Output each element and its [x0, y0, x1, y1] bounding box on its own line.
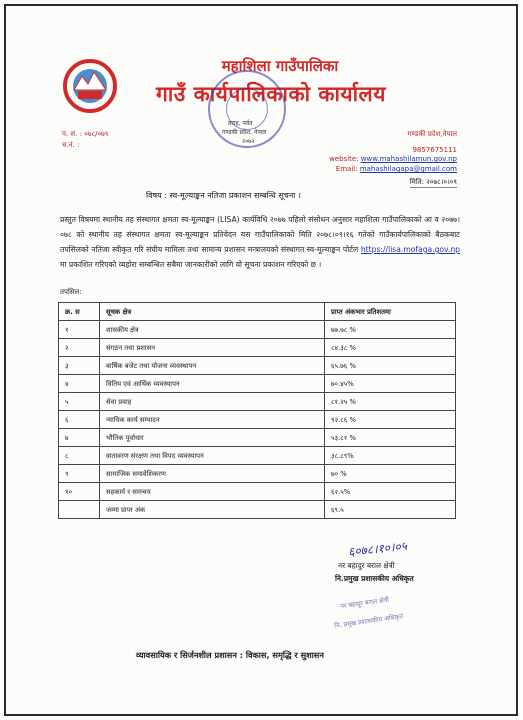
score-cell: ५३.८१ %	[325, 429, 456, 447]
header-serial: क्र. स	[59, 303, 100, 321]
score-cell: ७७.७८ %	[325, 321, 456, 339]
subject-text: : स्व-मूल्याङ्कन नतिजा प्रकाशन सम्बन्धि सूचना ।	[164, 191, 301, 200]
total-serial-cell	[59, 501, 100, 519]
address-line-2: गण्डकी प्रदेश, नेपाल	[222, 129, 267, 136]
serial-cell: ३	[59, 357, 100, 375]
total-label-cell: जम्मा प्राप्त अंक	[100, 501, 325, 519]
government-emblem-icon	[62, 58, 118, 114]
table-row	[59, 483, 456, 501]
table-row	[59, 321, 456, 339]
website-link[interactable]: www.mahashilamun.gov.np	[360, 155, 457, 163]
province: गण्डकी प्रदेश,नेपाल	[407, 130, 457, 138]
website-label: website:	[329, 155, 359, 163]
indicator-cell: संगठन तथा प्रशासन	[100, 339, 325, 357]
office-name: गाउँ कार्यपालिकाको कार्यालय	[156, 82, 386, 106]
stamp-name: नर बहादुर बराल क्षेत्री	[339, 595, 390, 611]
table-row	[59, 411, 456, 429]
signatory-title: नि.प्रमुख प्रशासकीय अधिकृत	[335, 574, 414, 583]
indicator-cell: सामाजिक समावेशिकरण	[100, 465, 325, 483]
indicator-cell: शासकीय क्षेत्र	[100, 321, 325, 339]
serial-cell: ७	[59, 429, 100, 447]
header-indicator: सूचक क्षेत्र	[100, 303, 325, 321]
score-cell: ६२.५%	[325, 483, 456, 501]
score-cell: ६५.७६ %	[325, 357, 456, 375]
footer-slogan: व्यावसायिक र सिर्जनशील प्रशासन : विकास, समृद्धि र सुशासन	[136, 650, 324, 660]
indicator-cell: न्यायिक कार्य सम्पादन	[100, 411, 325, 429]
score-cell: ९२.८६ %	[325, 411, 456, 429]
signature-scribble: ६०७८।१०।०५	[347, 538, 408, 560]
subject-label: विषय	[146, 191, 162, 200]
letter-date: मिति: २०७८।०।०९	[409, 178, 457, 186]
results-table	[58, 302, 456, 519]
indicator-cell: भौतिक पूर्वाधार	[100, 429, 325, 447]
serial-cell: ५	[59, 393, 100, 411]
table-row	[59, 465, 456, 483]
serial-cell: १०	[59, 483, 100, 501]
address-line-1: वराह, पर्वत	[228, 120, 253, 127]
indicator-cell: बार्षिक बजेट तथा योजना व्यवस्थापन	[100, 357, 325, 375]
score-cell: ७०.४५%	[325, 375, 456, 393]
website-row	[329, 155, 457, 163]
header-score: प्राप्त अंकभार प्रतिशतमा	[325, 303, 456, 321]
signatory-name: नर बहादुर बराल क्षेत्री	[338, 561, 395, 570]
subject-line	[146, 190, 301, 201]
score-cell: ३८.८९%	[325, 447, 456, 465]
address-line-3: २०७२	[242, 138, 255, 145]
stamp-title: नि. प्रमुख प्रशासकीय अधिकृत	[333, 612, 404, 630]
table-header-row	[59, 303, 456, 321]
table-row	[59, 429, 456, 447]
score-cell: ८१.२५ %	[325, 393, 456, 411]
email-label: Email:	[335, 165, 358, 173]
table-row	[59, 375, 456, 393]
indicator-cell: सेवा प्रवाह	[100, 393, 325, 411]
table-row	[59, 447, 456, 465]
indicator-cell: वातावरण संरक्षण तथा विपद व्यवस्थापन	[100, 447, 325, 465]
serial-cell: २	[59, 339, 100, 357]
total-row	[59, 501, 456, 519]
serial-cell: ८	[59, 447, 100, 465]
table-row	[59, 393, 456, 411]
serial-cell: ४	[59, 375, 100, 393]
total-value-cell: ६९.५	[325, 501, 456, 519]
phone: 9857675111	[412, 146, 457, 154]
serial-cell: ६	[59, 411, 100, 429]
serial-cell: ९	[59, 465, 100, 483]
body-paragraph	[60, 212, 460, 272]
paragraph-end-text: मा प्रकाशित गरिएको व्यहोरा सम्बन्धित सबैमा जानकारीको लागि यो सूचना प्रकाशन गरिएको छ ।	[60, 260, 322, 269]
score-cell: ८४.३८ %	[325, 339, 456, 357]
tapasil-label: तपसिल:	[60, 288, 82, 296]
lisa-portal-link[interactable]: https://lisa.mofaga.gov.np	[360, 245, 460, 254]
email-link[interactable]: mahashilagapa@gmail.com	[359, 165, 457, 173]
score-cell: ७० %	[325, 465, 456, 483]
indicator-cell: सहकार्य र समन्वय	[100, 483, 325, 501]
email-row	[336, 165, 457, 173]
serial-cell: १	[59, 321, 100, 339]
dispatch-number: च.नं. :	[62, 141, 80, 149]
ref-number: प. सं. : ०७८/०७९	[62, 130, 109, 138]
indicator-cell: वितिय एवं आर्थिक व्यवस्थापन	[100, 375, 325, 393]
paragraph-text: प्रस्तुत विषयमा स्थानीय तह संस्थागत क्षमता स्व-मूल्याङ्कन (LISA) कार्यविधि २०७७ पहिलो संसोधन अनुसार महाशिला गाउँपालिकाको आ व २०७७।०७८ को स्थानीय तह संस्थागत क्षमता स्व-मूल्याङ्कन प्रतिवेदन यस गाउँपालिकाको मिति २०७८।०९।१६ गतेको गाउँकार्यपालिकाको बैठकबाट तपसिलको नतिजा स्वीकृत गरि संघीय मामिला तथा सामान्य प्रशासन मन्त्रालयको संस्थागत स्व-मूल्याङ्कन पोर्टल	[60, 215, 460, 254]
table-row	[59, 357, 456, 375]
table-row	[59, 339, 456, 357]
org-name: महाशिला गाउँपालिका	[221, 57, 339, 75]
